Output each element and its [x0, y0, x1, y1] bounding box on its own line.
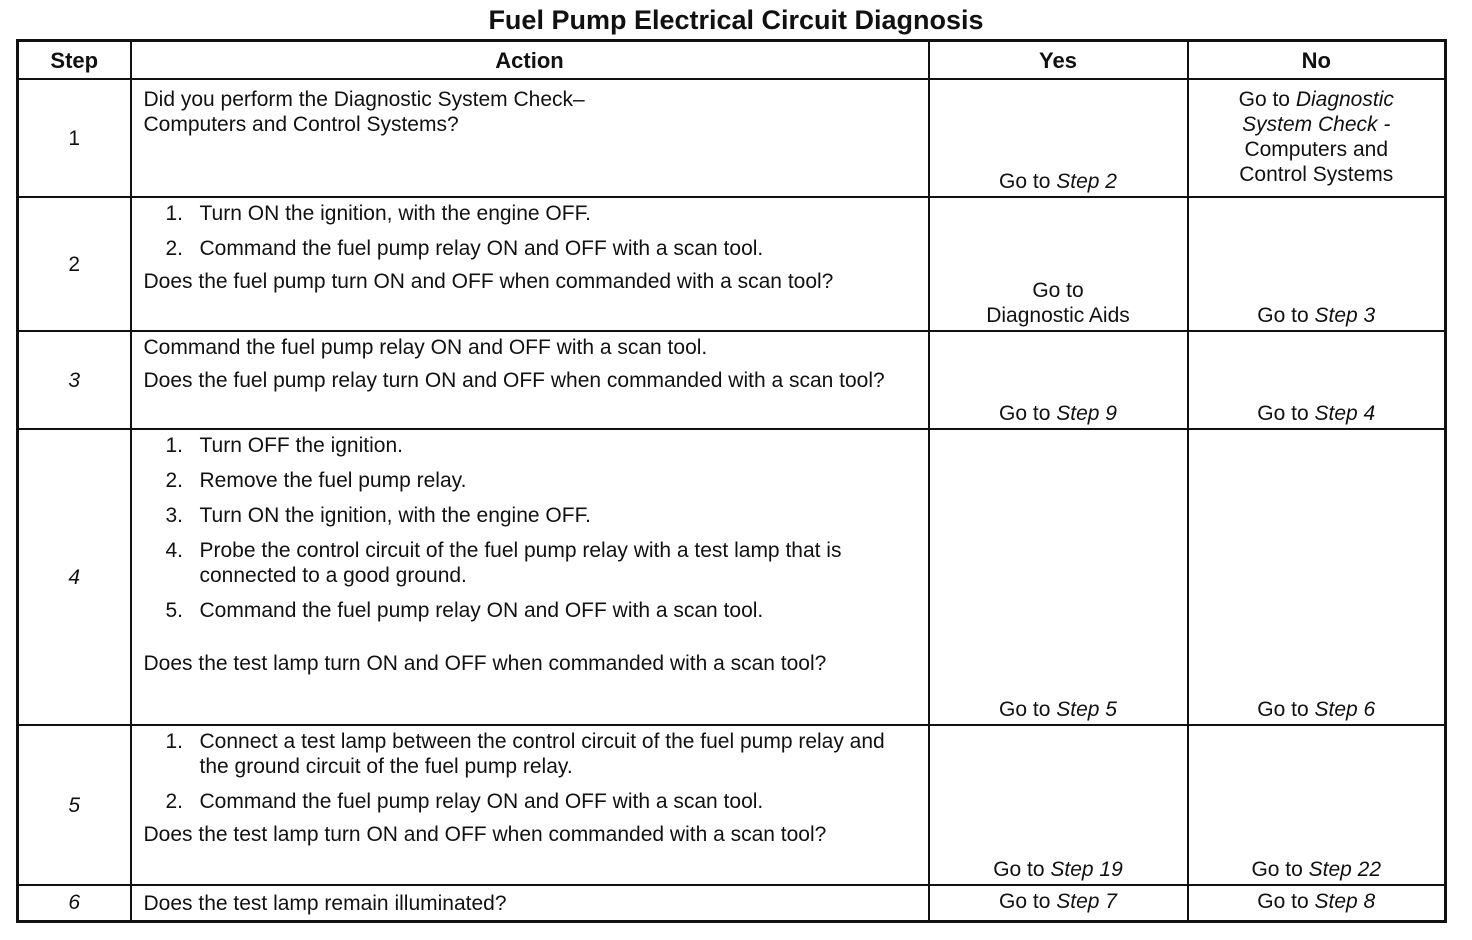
list-item: 3. Turn ON the ignition, with the engine OFF. — [165, 504, 591, 527]
no-prefix: Go to — [1257, 890, 1315, 914]
yes-cell — [929, 197, 1188, 331]
yes-link[interactable]: Step 7 — [1056, 890, 1117, 914]
page-title: Fuel Pump Electrical Circuit Diagnosis — [488, 5, 984, 35]
no-prefix: Go to — [1238, 88, 1296, 111]
no-link-cont[interactable]: System Check - — [1242, 113, 1391, 136]
action-list — [144, 729, 918, 814]
list-item: 1. Connect a test lamp between the control circuit of the fuel pump relay and the ground circuit of the fuel pump relay. — [165, 730, 885, 778]
list-item: 2. Command the fuel pump relay ON and OFF with a scan tool. — [165, 790, 764, 813]
statement-text: Command the fuel pump relay ON and OFF with a scan tool. — [143, 336, 708, 359]
no-cell — [1188, 197, 1446, 331]
yes-link[interactable]: Step 5 — [1056, 698, 1117, 721]
table-row — [18, 197, 1446, 331]
header-row — [18, 41, 1446, 80]
no-line: Computers and — [1244, 138, 1389, 161]
no-cell — [1188, 429, 1446, 725]
yes-link[interactable]: Step 2 — [1056, 170, 1117, 193]
question-text: Does the fuel pump relay turn ON and OFF when commanded with a scan tool? — [143, 369, 885, 392]
spacer — [144, 623, 918, 651]
table-row — [18, 725, 1446, 885]
yes-cell — [929, 429, 1188, 725]
yes-cell — [929, 885, 1188, 921]
no-prefix: Go to — [1257, 402, 1315, 425]
action-cell — [131, 197, 929, 331]
action-cell — [131, 885, 929, 921]
list-item: 2. Remove the fuel pump relay. — [165, 469, 467, 492]
no-prefix: Go to — [1251, 858, 1309, 881]
action-cell — [131, 79, 929, 197]
question-text: Does the test lamp turn ON and OFF when commanded with a scan tool? — [143, 823, 827, 846]
no-cell — [1188, 885, 1446, 921]
table-row — [18, 885, 1446, 921]
action-list — [144, 433, 918, 623]
yes-link[interactable]: Step 9 — [1056, 402, 1117, 425]
no-prefix: Go to — [1257, 698, 1315, 721]
header-step: Step — [18, 41, 131, 80]
yes-prefix: Go to — [999, 170, 1057, 193]
table-row — [18, 331, 1446, 429]
yes-prefix: Go to — [999, 402, 1057, 425]
question-text: Did you perform the Diagnostic System Check– Computers and Control Systems? — [143, 88, 585, 136]
action-list — [144, 201, 918, 261]
yes-cell — [929, 79, 1188, 197]
step-number: 4 — [18, 429, 131, 725]
yes-prefix: Go to — [993, 858, 1051, 881]
no-link[interactable]: Step 22 — [1308, 858, 1382, 881]
no-prefix: Go to — [1257, 304, 1315, 327]
yes-prefix: Go to — [999, 698, 1057, 721]
list-item: 1. Turn ON the ignition, with the engine OFF. — [165, 202, 591, 225]
question-text: Does the test lamp remain illuminated? — [143, 891, 507, 915]
table-row — [18, 429, 1446, 725]
header-yes: Yes — [929, 41, 1188, 80]
no-cell — [1188, 331, 1446, 429]
step-number: 5 — [18, 725, 131, 885]
action-cell — [131, 331, 929, 429]
question-text: Does the test lamp turn ON and OFF when commanded with a scan tool? — [143, 652, 827, 675]
list-item: 1. Turn OFF the ignition. — [165, 434, 403, 457]
yes-link[interactable]: Step 19 — [1050, 858, 1123, 881]
action-cell — [131, 725, 929, 885]
question-text: Does the fuel pump turn ON and OFF when commanded with a scan tool? — [143, 270, 834, 293]
action-cell — [131, 429, 929, 725]
no-cell — [1188, 79, 1446, 197]
list-item: 4. Probe the control circuit of the fuel pump relay with a test lamp that is connected to a good ground. — [165, 539, 842, 587]
table-row — [18, 79, 1446, 197]
step-number: 6 — [18, 885, 131, 921]
no-line: Control Systems — [1239, 163, 1394, 186]
yes-line: Go to — [1032, 279, 1084, 302]
no-cell — [1188, 725, 1446, 885]
header-no: No — [1188, 41, 1446, 80]
no-link[interactable]: Step 6 — [1314, 698, 1376, 721]
no-link[interactable]: Step 8 — [1314, 890, 1376, 914]
no-link[interactable]: Step 4 — [1314, 402, 1376, 425]
list-item: 5. Command the fuel pump relay ON and OFF with a scan tool. — [165, 599, 764, 622]
header-action: Action — [131, 41, 929, 80]
yes-prefix: Go to — [999, 890, 1057, 914]
no-link[interactable]: Diagnostic — [1295, 88, 1394, 111]
diagnosis-table — [16, 39, 1447, 923]
yes-link[interactable]: Diagnostic Aids — [986, 304, 1130, 327]
yes-cell — [929, 331, 1188, 429]
list-item: 2. Command the fuel pump relay ON and OFF with a scan tool. — [165, 237, 764, 260]
step-number: 3 — [18, 331, 131, 429]
step-number: 2 — [18, 197, 131, 331]
step-number: 1 — [18, 79, 131, 197]
yes-cell — [929, 725, 1188, 885]
no-link[interactable]: Step 3 — [1314, 304, 1376, 327]
